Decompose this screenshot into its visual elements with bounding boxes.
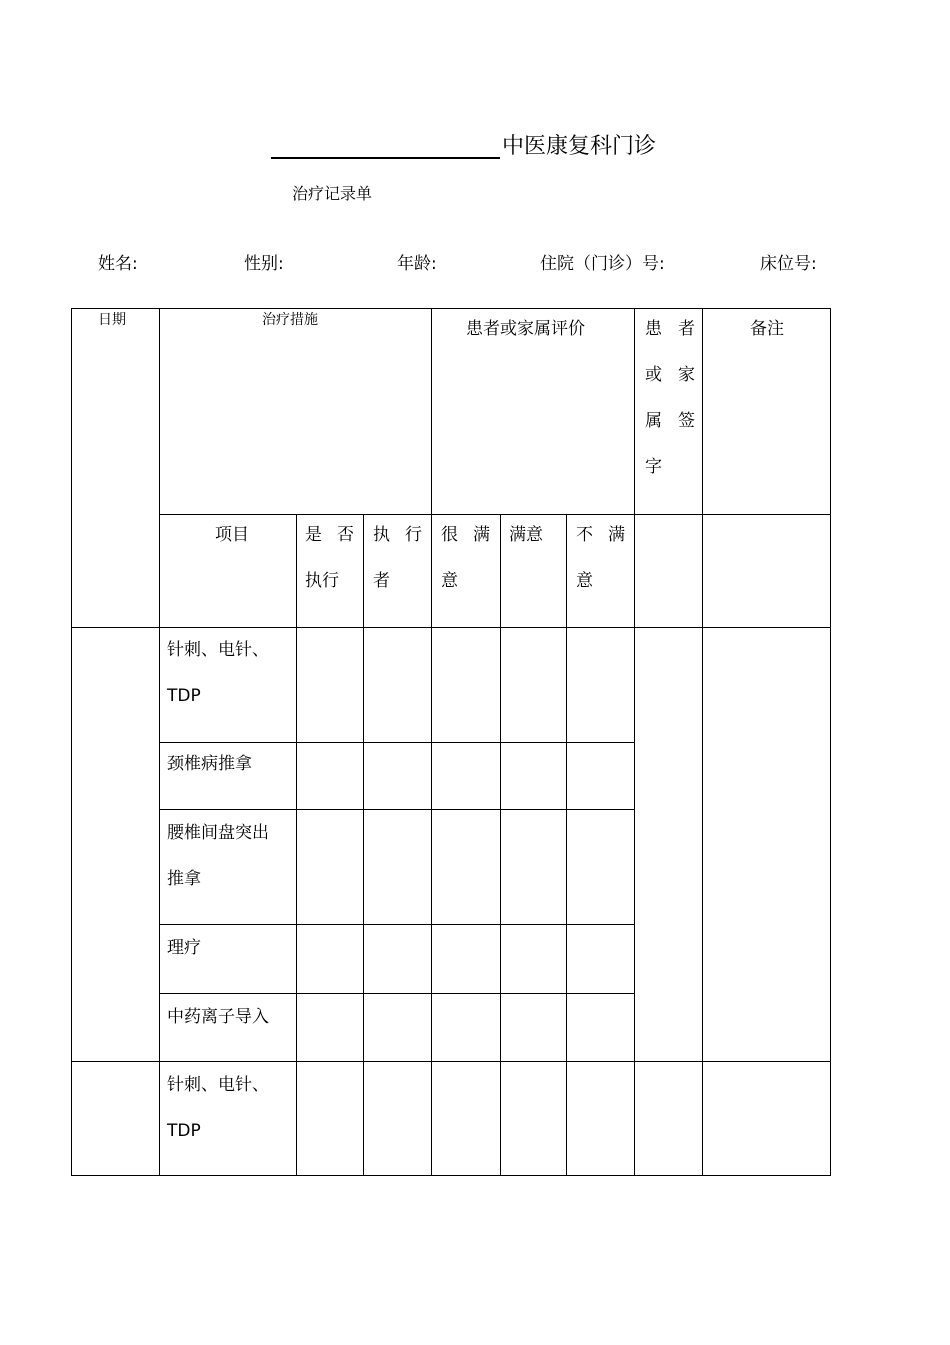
subheader-unsatisfied: 不 满 意 (576, 525, 625, 591)
row-item-label: 理疗 (167, 938, 201, 958)
row-divider (159, 924, 635, 925)
field-gender: 性别: (244, 254, 284, 274)
field-bed-no: 床位号: (760, 254, 817, 274)
row-item-label: 中药离子导入 (167, 1007, 269, 1027)
col-line (500, 514, 501, 1175)
header-remarks: 备注 (750, 319, 784, 339)
col-line (702, 308, 703, 1175)
field-name: 姓名: (98, 254, 138, 274)
page-subtitle: 治疗记录单 (292, 184, 373, 203)
header-divider (159, 514, 831, 515)
subheader-item: 项目 (215, 525, 249, 545)
row-item-label: 针刺、电针、 TDP (167, 640, 269, 706)
header-signature: 患 者 或 家 属 签 字 (645, 319, 695, 477)
row-item-label: 针刺、电针、 TDP (167, 1075, 269, 1141)
col-line (159, 308, 160, 1175)
table-border-bottom (71, 1175, 831, 1176)
field-record-no: 住院（门诊）号: (540, 254, 665, 274)
col-line (363, 514, 364, 1175)
header-measures: 治疗措施 (262, 312, 318, 328)
row-item-label: 颈椎病推拿 (167, 754, 252, 774)
col-line (296, 514, 297, 1175)
subheader-very-satisfied: 很 满 意 (441, 525, 490, 591)
col-line (431, 308, 432, 1175)
header-date: 日期 (98, 312, 126, 328)
header-evaluation: 患者或家属评价 (466, 319, 585, 339)
row-item-label: 腰椎间盘突出 推拿 (167, 823, 269, 889)
subheader-executed: 是 否 执行 (305, 525, 354, 591)
page-title: 中医康复科门诊 (502, 134, 657, 159)
table-border-right (830, 308, 831, 1175)
field-age: 年龄: (397, 254, 437, 274)
col-line (634, 308, 635, 1175)
col-line (566, 514, 567, 1175)
subheader-executor: 执 行 者 (373, 525, 422, 591)
table-border-left (71, 308, 72, 1175)
title-blank-line (271, 157, 500, 159)
subheader-satisfied: 满意 (509, 525, 543, 545)
table-border-top (71, 308, 831, 309)
